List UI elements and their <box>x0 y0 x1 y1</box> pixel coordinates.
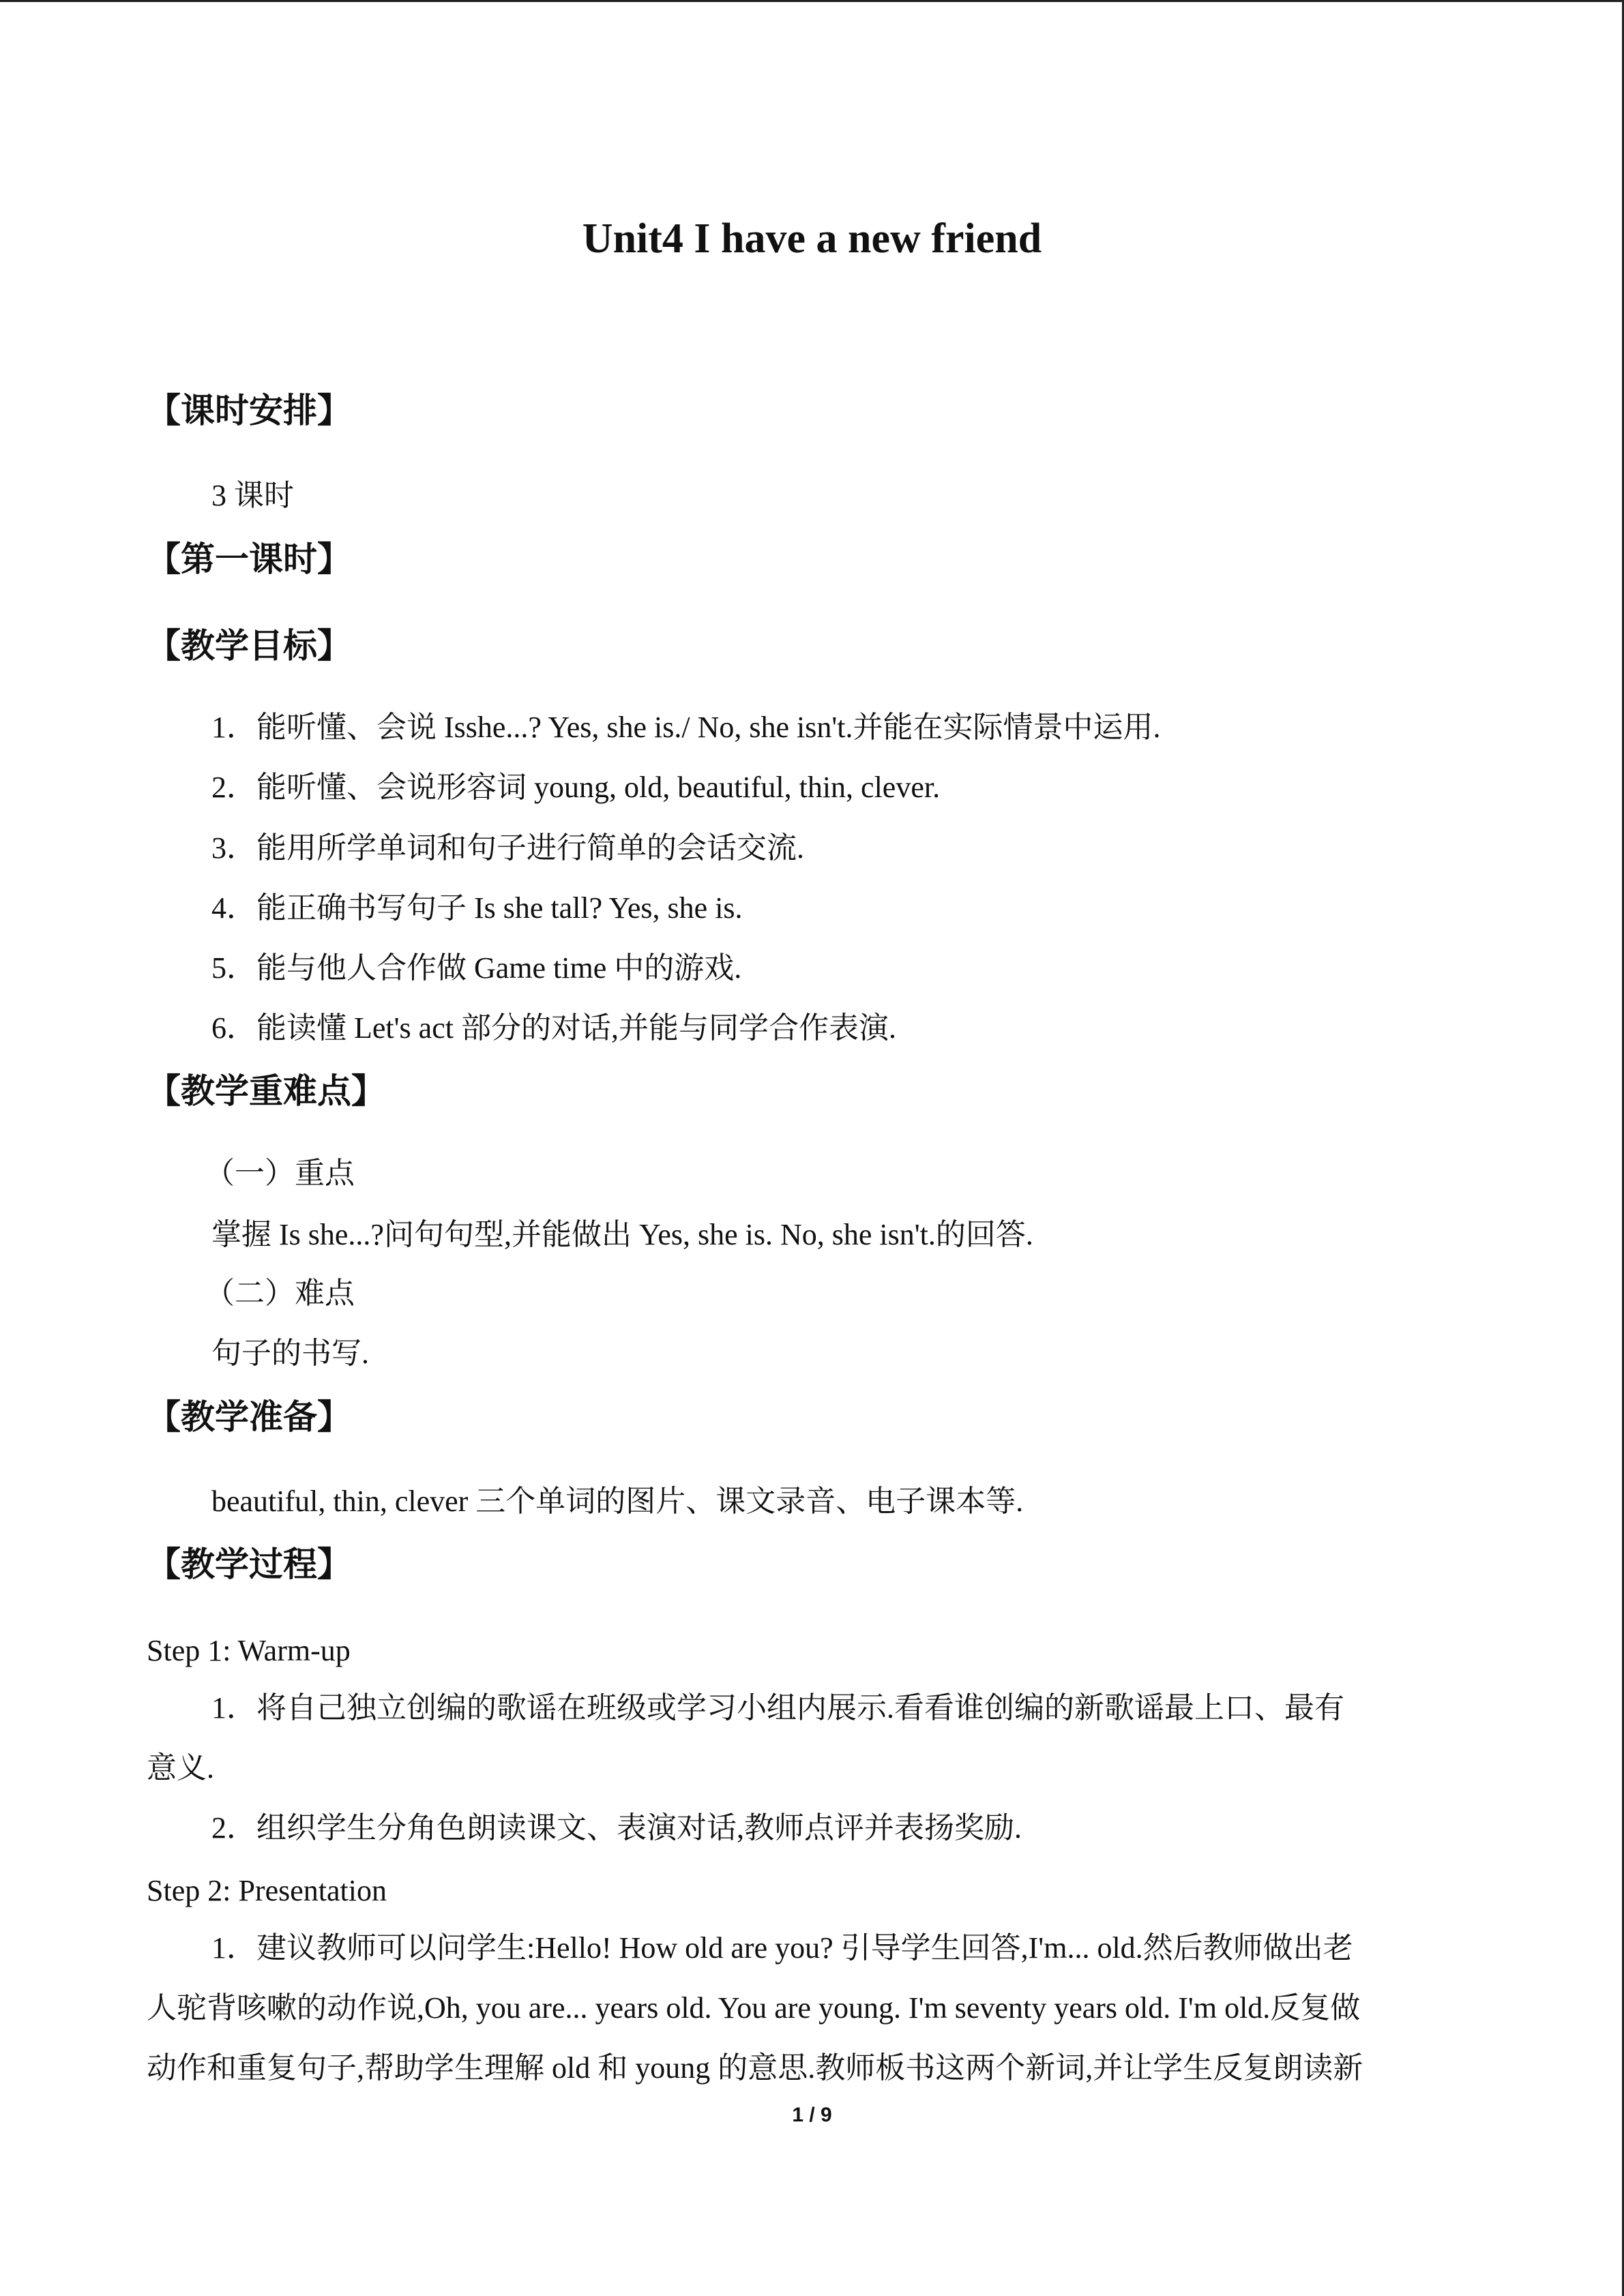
objective-item: 5．能与他人合作做 Game time 中的游戏. <box>211 951 742 985</box>
page-border-top <box>0 0 1624 2</box>
step1-item2: 2．组织学生分角色朗读课文、表演对话,教师点评并表扬奖励. <box>211 1811 1022 1845</box>
objective-item: 6．能读懂 Let's act 部分的对话,并能与同学合作表演. <box>211 1011 896 1045</box>
step2-item1-line2: 人驼背咳嗽的动作说,Oh, you are... years old. You are young. I'm seventy years old. I'm old.反复做 <box>147 1991 1361 2025</box>
focus-text: 掌握 Is she...?问句句型,并能做出 Yes, she is. No, she isn't.的回答. <box>211 1218 1033 1251</box>
difficulty-label: （二）难点 <box>205 1277 355 1310</box>
heading-preparation: 【教学准备】 <box>147 1397 351 1437</box>
focus-label: （一）重点 <box>205 1157 355 1190</box>
heading-schedule: 【课时安排】 <box>147 391 351 430</box>
schedule-content: 3 课时 <box>211 479 294 512</box>
objective-item: 3．能用所学单词和句子进行简单的会话交流. <box>211 831 804 865</box>
objective-item: 4．能正确书写句子 Is she tall? Yes, she is. <box>211 891 743 925</box>
step1-title: Step 1: Warm-up <box>147 1634 351 1667</box>
step2-title: Step 2: Presentation <box>147 1874 387 1907</box>
heading-lesson1: 【第一课时】 <box>147 539 351 579</box>
step2-item1-line1: 1．建议教师可以问学生:Hello! How old are you? 引导学生回答,I'm... old.然后教师做出老 <box>211 1931 1353 1965</box>
preparation-content: beautiful, thin, clever 三个单词的图片、课文录音、电子课本等. <box>211 1485 1024 1518</box>
step2-item1-line3: 动作和重复句子,帮助学生理解 old 和 young 的意思.教师板书这两个新词,并让学生反复朗读新 <box>147 2051 1363 2085</box>
step1-item1-line2: 意义. <box>147 1751 214 1785</box>
heading-objectives: 【教学目标】 <box>147 626 351 666</box>
heading-key-points: 【教学重难点】 <box>147 1071 385 1111</box>
difficulty-text: 句子的书写. <box>211 1337 369 1370</box>
heading-process: 【教学过程】 <box>147 1545 351 1584</box>
page-number: 1 / 9 <box>792 2104 832 2126</box>
objective-item: 2．能听懂、会说形容词 young, old, beautiful, thin, clever. <box>211 771 941 804</box>
document-title: Unit4 I have a new friend <box>582 215 1042 262</box>
objective-item: 1．能听懂、会说 Isshe...? Yes, she is./ No, she isn't.并能在实际情景中运用. <box>211 711 1161 744</box>
step1-item1-line1: 1．将自己独立创编的歌谣在班级或学习小组内展示.看看谁创编的新歌谣最上口、最有 <box>211 1691 1344 1725</box>
